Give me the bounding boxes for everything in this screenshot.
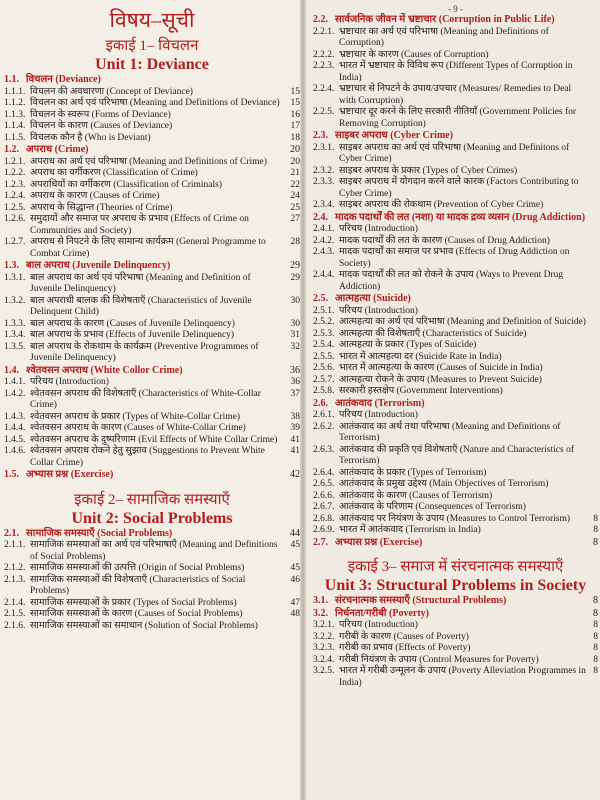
toc-entry-number: 2.5.	[313, 293, 328, 304]
toc-entry-number: 2.6.1.	[313, 410, 335, 420]
toc-entry-title: भारत में भ्रष्टाचार के विविध रूप (Different Types of Corruption in India)	[339, 61, 573, 83]
toc-entry-number: 1.5.	[4, 469, 19, 480]
toc-entry-number: 2.1.1.	[4, 540, 26, 550]
toc-entry-number: 2.2.3.	[313, 61, 335, 71]
toc-section-entry	[313, 398, 598, 411]
toc-entry-title: बाल अपराधी बालक की विशेषताएँ (Characteristics of Juvenile Delinquent Child)	[30, 295, 252, 317]
toc-entry	[4, 540, 300, 563]
unit3-hindi-title: इकाई 3– समाज में संरचनात्मक समस्याएँ	[347, 559, 564, 575]
toc-entry-page: 36	[290, 364, 300, 376]
toc-entry	[313, 166, 598, 178]
toc-entry	[4, 87, 300, 99]
toc-entry-number: 2.2.4.	[313, 84, 335, 94]
toc-entry-title: संरचनात्मक समस्याएँ (Structural Problems)	[335, 595, 507, 606]
toc-entry-page: 48	[290, 609, 300, 619]
toc-entry-number: 1.3.	[4, 260, 19, 271]
toc-section-entry	[4, 144, 300, 157]
toc-section-entry	[313, 608, 598, 621]
toc-entry-page: 47	[290, 597, 300, 608]
toc-entry	[4, 563, 300, 575]
toc-entry-number: 1.1.	[4, 74, 19, 85]
toc-entry	[4, 203, 300, 215]
toc-entry-page: 15	[290, 86, 300, 97]
toc-entry-number: 2.5.1.	[313, 305, 335, 316]
toc-entry-number: 1.3.1.	[4, 272, 26, 283]
toc-entry	[313, 306, 598, 318]
toc-entry	[4, 575, 300, 598]
toc-entry-page: 20	[290, 156, 300, 167]
toc-entry	[313, 468, 598, 480]
toc-entry-title: भ्रष्टाचार का अर्थ एवं परिभाषा (Meaning and Definitions of Corruption)	[339, 26, 549, 48]
toc-entry-page: 39	[290, 423, 300, 433]
toc-entry-title: साइबर अपराध (Cyber Crime)	[335, 130, 454, 141]
toc-section-entry	[313, 130, 598, 143]
toc-section-entry	[4, 528, 300, 541]
toc-entry	[313, 655, 598, 667]
toc-entry-page: 20	[290, 144, 300, 155]
toc-entry-page: 42	[290, 469, 300, 480]
contents-title: विषय–सूची	[109, 8, 195, 32]
toc-entry-page: 46	[290, 574, 300, 585]
toc-entry-page: 28	[290, 237, 300, 247]
toc-entry-page: 15	[290, 98, 300, 108]
toc-entry-number: 2.4.4.	[313, 270, 335, 280]
toc-entry	[4, 168, 300, 180]
toc-entry-number: 2.4.2.	[313, 235, 335, 246]
toc-entry-number: 3.2.1.	[313, 620, 335, 630]
toc-entry-page: 38	[290, 411, 300, 422]
toc-entry	[313, 177, 598, 200]
toc-entry-title: आत्महत्या की विशेषताएँ (Characteristics of Suicide)	[339, 328, 527, 339]
toc-entry-page: 29	[290, 260, 300, 271]
toc-entry-title: बाल अपराध के रोकथाम के कार्यक्रम (Preventive Programmes of Juvenile Delinquency)	[30, 341, 259, 363]
toc-entry-page: 30	[290, 295, 300, 306]
toc-entry-number: 2.7.	[313, 536, 328, 548]
toc-entry-title: विचलन की अवधारणा (Concept of Deviance)	[30, 86, 193, 97]
toc-entry-number: 2.5.5.	[313, 351, 335, 362]
toc-entry-title: आतंकवाद (Terrorism)	[335, 397, 425, 409]
toc-entry-title: आत्महत्या रोकने के उपाय (Measures to Prevent Suicide)	[339, 374, 542, 385]
right-page	[303, 0, 600, 800]
toc-entry-title: साइबर अपराध की रोकथाम (Prevention of Cyber Crime)	[339, 200, 544, 210]
toc-entry	[313, 61, 598, 84]
toc-entry-title: परिचय (Introduction)	[30, 377, 109, 387]
toc-entry-title: साइबर अपराध में योगदान करने वाले कारक (Factors Contributing to Cyber Crime)	[339, 177, 579, 199]
toc-entry-title: आतंकवाद के परिणाम (Consequences of Terrorism)	[339, 502, 526, 512]
toc-entry-number: 1.2.1.	[4, 156, 26, 167]
toc-entry-title: भारत में आत्महत्या दर (Suicide Rate in India)	[339, 351, 502, 362]
toc-entry-number: 3.2.3.	[313, 643, 335, 653]
toc-entry-number: 2.3.1.	[313, 142, 335, 153]
toc-entry	[313, 502, 598, 514]
toc-section-entry	[4, 469, 300, 482]
unit2-english-title: Unit 2: Social Problems	[71, 509, 233, 527]
toc-entry-title: गरीबी के कारण (Causes of Poverty)	[339, 631, 469, 642]
toc-entry-title: अभ्यास प्रश्न (Exercise)	[26, 469, 114, 480]
toc-section-entry	[313, 293, 598, 306]
toc-entry	[313, 620, 598, 632]
toc-entry-number: 1.2.7.	[4, 237, 26, 247]
toc-entry-number: 2.4.	[313, 211, 328, 223]
toc-entry-title: बाल अपराध (Juvenile Delinquency)	[26, 260, 171, 271]
toc-entry-number: 1.4.6.	[4, 446, 26, 456]
toc-entry-title: श्वेतवसन अपराध के प्रकार (Types of White-Collar Crime)	[30, 411, 241, 422]
toc-section-entry	[4, 365, 300, 378]
toc-entry-title: आतंकवाद का अर्थ तथा परिभाषा (Meaning and Definitions of Terrorism)	[339, 421, 561, 443]
toc-entry-title: अपराधियों का वर्गीकरण (Classification of Criminals)	[30, 179, 222, 190]
toc-section-entry	[313, 537, 598, 550]
toc-section-entry	[313, 14, 598, 27]
toc-section-entry	[313, 212, 598, 225]
toc-entry-number: 3.2.5.	[313, 666, 335, 676]
toc-entry-page: 8	[593, 595, 598, 606]
toc-entry	[4, 237, 300, 260]
toc-entry-number: 3.2.	[313, 607, 328, 619]
toc-entry-page: 44	[290, 527, 300, 539]
toc-entry-title: मादक पदार्थों की लत के कारण (Causes of Drug Addiction)	[339, 235, 550, 246]
toc-entry-page: 18	[290, 132, 300, 143]
toc-entry-number: 1.2.5.	[4, 202, 26, 213]
toc-entry-number: 1.1.4.	[4, 121, 26, 131]
toc-entry	[4, 609, 300, 621]
toc-entry	[4, 377, 300, 389]
toc-entry-page: 45	[290, 563, 300, 573]
toc-entry-title: परिचय (Introduction)	[339, 410, 418, 420]
toc-entry	[4, 319, 300, 331]
toc-entry-number: 1.3.3.	[4, 318, 26, 329]
toc-entry-title: परिचय (Introduction)	[339, 305, 418, 316]
toc-entry-title: आत्महत्या के प्रकार (Types of Suicide)	[339, 340, 477, 350]
toc-entry	[313, 50, 598, 62]
toc-entry	[313, 410, 598, 422]
toc-entry	[4, 180, 300, 192]
toc-entry-page: 31	[290, 330, 300, 340]
toc-entry-page: 37	[290, 388, 300, 399]
toc-entry-number: 1.2.3.	[4, 179, 26, 190]
toc-entry-page: 41	[290, 446, 300, 456]
toc-entry	[313, 525, 598, 537]
toc-entry	[4, 157, 300, 169]
toc-entry	[4, 435, 300, 447]
toc-entry-title: गरीबी का प्रभाव (Effects of Poverty)	[339, 643, 471, 653]
toc-entry-title: भारत में आतंकवाद (Terrorism in India)	[339, 525, 481, 535]
toc-entry-title: निर्धनता/गरीबी (Poverty)	[335, 607, 429, 619]
toc-entry-title: श्वेतवसन अपराध की विशेषताएँ (Characteristics of White-Collar Crime)	[30, 388, 261, 410]
toc-entry-number: 2.6.8.	[313, 513, 335, 524]
toc-entry	[4, 389, 300, 412]
toc-entry-title: भारत में गरीबी उन्मूलन के उपाय (Poverty Alleviation Programmes in India)	[339, 666, 586, 688]
toc-entry	[4, 110, 300, 122]
unit2-entry-list	[4, 528, 300, 633]
toc-entry-page: 25	[290, 202, 300, 213]
toc-entry-title: परिचय (Introduction)	[339, 224, 418, 234]
toc-entry-number: 1.3.2.	[4, 295, 26, 306]
toc-entry-title: अपराध का वर्गीकरण (Classification of Crime)	[30, 168, 198, 178]
toc-entry-number: 2.3.	[313, 130, 328, 141]
toc-entry-number: 1.4.2.	[4, 388, 26, 399]
toc-entry	[4, 296, 300, 319]
toc-entry-number: 2.6.5.	[313, 479, 335, 489]
unit2-continued-entry-list	[313, 14, 598, 549]
toc-entry-number: 1.2.2.	[4, 168, 26, 178]
toc-entry-number: 3.2.4.	[313, 654, 335, 665]
toc-entry-number: 2.4.1.	[313, 224, 335, 234]
toc-entry-number: 2.6.2.	[313, 421, 335, 432]
toc-entry-number: 2.4.3.	[313, 247, 335, 257]
toc-entry	[313, 666, 598, 689]
toc-entry	[313, 200, 598, 212]
toc-entry-title: भ्रष्टाचार दूर करने के लिए सरकारी नीतियाँ (Government Policies for Removing Corruption)	[339, 107, 577, 129]
toc-entry-number: 2.1.6.	[4, 620, 26, 631]
toc-entry-title: समुदायों और समाज पर अपराध के प्रभाव (Effects of Crime on Communities and Society)	[30, 214, 249, 236]
toc-entry-title: अपराध के कारण (Causes of Crime)	[30, 191, 160, 201]
toc-entry	[4, 342, 300, 365]
toc-entry-page: 8	[593, 666, 598, 676]
toc-entry	[4, 133, 300, 145]
toc-entry	[4, 191, 300, 203]
toc-entry-number: 3.2.2.	[313, 631, 335, 642]
toc-entry-title: विचलन (Deviance)	[26, 74, 101, 85]
toc-entry-page: 8	[593, 631, 598, 642]
toc-entry-page: 8	[593, 607, 598, 619]
unit3-english-title: Unit 3: Structural Problems in Society	[324, 577, 587, 594]
toc-entry-number: 1.4.4.	[4, 423, 26, 433]
toc-entry-number: 2.6.9.	[313, 525, 335, 535]
toc-entry	[313, 479, 598, 491]
toc-entry	[313, 352, 598, 364]
toc-entry-title: साइबर अपराध के प्रकार (Types of Cyber Crimes)	[339, 165, 518, 176]
toc-entry-number: 2.3.3.	[313, 177, 335, 187]
toc-entry-number: 2.6.	[313, 397, 328, 409]
toc-entry	[313, 143, 598, 166]
right-column	[313, 4, 598, 689]
toc-entry	[313, 224, 598, 236]
toc-entry	[313, 27, 598, 50]
toc-entry-number: 2.5.2.	[313, 317, 335, 327]
toc-section-entry	[4, 74, 300, 87]
toc-entry-number: 1.2.6.	[4, 214, 26, 224]
toc-entry-page: 45	[290, 540, 300, 550]
toc-entry-title: अपराध से निपटने के लिए सामान्य कार्यक्रम (General Programme to Combat Crime)	[30, 237, 266, 259]
toc-entry-number: 1.2.	[4, 144, 19, 155]
toc-entry-title: विचलन के स्वरूप (Forms of Deviance)	[30, 109, 171, 120]
toc-entry	[4, 598, 300, 610]
toc-entry-number: 2.6.4.	[313, 467, 335, 478]
toc-entry	[313, 317, 598, 329]
toc-entry-title: आत्महत्या का अर्थ एवं परिभाषा (Meaning and Definition of Suicide)	[339, 317, 586, 327]
toc-entry-title: श्वेतवसन अपराध रोकने हेतु सुझाव (Suggestions to Prevent White Collar Crime)	[30, 446, 265, 468]
toc-entry-title: बाल अपराध के प्रभाव (Effects of Juvenile Delinquency)	[30, 330, 235, 340]
toc-entry-page: 41	[290, 434, 300, 445]
toc-entry	[313, 445, 598, 468]
toc-entry	[313, 632, 598, 644]
toc-entry-page: 29	[290, 272, 300, 283]
toc-entry-number: 2.2.5.	[313, 107, 335, 117]
toc-entry-title: सामाजिक समस्याओं की विशेषताएँ (Characteristics of Social Problems)	[30, 574, 246, 596]
toc-entry-page: 8	[593, 513, 598, 524]
toc-entry-number: 2.6.6.	[313, 490, 335, 501]
toc-entry-number: 1.1.2.	[4, 98, 26, 108]
toc-entry-number: 1.4.1.	[4, 377, 26, 387]
toc-entry-title: अपराध के सिद्धान्त (Theories of Crime)	[30, 202, 173, 213]
toc-entry-title: सामाजिक समस्याओं के कारण (Causes of Social Problems)	[30, 609, 243, 619]
toc-entry-number: 2.5.6.	[313, 363, 335, 373]
toc-entry-number: 2.2.	[313, 14, 328, 25]
toc-entry-title: भारत में आत्महत्या के कारण (Causes of Suicide in India)	[339, 363, 543, 373]
toc-entry-title: आत्महत्या (Suicide)	[335, 293, 411, 304]
toc-entry-page: 21	[290, 168, 300, 178]
toc-section-entry	[4, 260, 300, 273]
toc-entry-title: अपराध (Crime)	[26, 144, 89, 155]
toc-entry-title: सामाजिक समस्याओं के प्रकार (Types of Social Problems)	[30, 597, 237, 608]
toc-entry-title: विचलन का अर्थ एवं परिभाषा (Meaning and Definitions of Deviance)	[30, 98, 280, 108]
toc-entry-title: सार्वजनिक जीवन में भ्रष्टाचार (Corruption in Public Life)	[335, 14, 555, 25]
toc-entry	[4, 412, 300, 424]
toc-entry-page: 32	[290, 341, 300, 352]
toc-entry-page: 24	[290, 191, 300, 201]
toc-entry-page: 8	[593, 643, 598, 653]
toc-entry	[313, 422, 598, 445]
toc-entry	[313, 329, 598, 341]
toc-entry-page: 36	[290, 377, 300, 387]
toc-entry-number: 2.3.2.	[313, 165, 335, 176]
toc-entry	[4, 330, 300, 342]
unit1-english-title: Unit 1: Deviance	[95, 56, 209, 73]
toc-entry	[4, 98, 300, 110]
toc-entry-number: 1.1.1.	[4, 86, 26, 97]
unit1-hindi-title: इकाई 1– विचलन	[105, 38, 199, 54]
unit3-entry-list	[313, 595, 598, 689]
toc-entry-title: सामाजिक समस्याओं का समाधान (Solution of Social Problems)	[30, 620, 258, 631]
toc-entry	[313, 386, 598, 398]
toc-entry-title: गरीबी नियंत्रण के उपाय (Control Measures for Poverty)	[339, 654, 539, 665]
toc-entry-number: 1.4.	[4, 364, 19, 376]
toc-entry	[4, 446, 300, 469]
toc-entry	[4, 423, 300, 435]
toc-entry-title: आतंकवाद के प्रमुख उद्देश्य (Main Objectives of Terrorism)	[339, 479, 549, 489]
toc-entry	[4, 214, 300, 237]
toc-entry	[313, 107, 598, 130]
toc-entry-title: परिचय (Introduction)	[339, 620, 418, 630]
toc-entry-title: भ्रष्टाचार के कारण (Causes of Corruption)	[339, 49, 489, 60]
unit1-entry-list	[4, 74, 300, 482]
toc-entry-page: 30	[290, 318, 300, 329]
toc-entry-number: 2.5.7.	[313, 374, 335, 385]
toc-entry	[4, 273, 300, 296]
toc-entry-number: 1.3.5.	[4, 341, 26, 352]
toc-entry	[313, 236, 598, 248]
toc-entry	[313, 643, 598, 655]
toc-entry	[313, 84, 598, 107]
toc-entry	[313, 375, 598, 387]
toc-entry-number: 2.1.5.	[4, 609, 26, 619]
toc-entry-number: 2.1.	[4, 527, 19, 539]
toc-entry-title: बाल अपराध के कारण (Causes of Juvenile Delinquency)	[30, 318, 235, 329]
toc-entry-title: आतंकवाद के प्रकार (Types of Terrorism)	[339, 467, 487, 478]
toc-entry-number: 1.2.4.	[4, 191, 26, 201]
toc-entry-title: मादक पदार्थों की लत को रोकने के उपाय (Ways to Prevent Drug Addiction)	[339, 270, 564, 292]
toc-entry-number: 2.1.2.	[4, 563, 26, 573]
toc-entry-title: भ्रष्टाचार से निपटने के उपाय/उपचार (Measures/ Remedies to Deal with Corruption)	[339, 84, 572, 106]
toc-entry-number: 2.3.4.	[313, 200, 335, 210]
toc-entry-title: श्वेतवसन अपराध के कारण (Causes of White-Collar Crime)	[30, 423, 246, 433]
toc-entry-number: 1.1.5.	[4, 132, 26, 143]
toc-entry-number: 2.1.3.	[4, 574, 26, 585]
toc-entry-title: श्वेतवसन अपराध (White Collor Crime)	[26, 364, 183, 376]
toc-entry-title: सामाजिक समस्याओं की उत्पत्ति (Origin of Social Problems)	[30, 563, 245, 573]
toc-entry	[313, 340, 598, 352]
unit2-hindi-title: इकाई 2– सामाजिक समस्याएँ	[74, 491, 230, 508]
toc-entry	[4, 621, 300, 633]
toc-entry-title: आतंकवाद के कारण (Causes of Terrorism)	[339, 490, 493, 501]
toc-entry-number: 1.4.3.	[4, 411, 26, 422]
toc-entry-title: आतंकवाद पर नियंत्रण के उपाय (Measures to Control Terrorism)	[339, 513, 571, 524]
toc-entry-title: मादक पदार्थों की लत (नशा) या मादक द्रव्य व्यसन (Drug Addiction)	[335, 211, 586, 223]
toc-entry	[4, 121, 300, 133]
toc-entry-title: श्वेतवसन अपराध के दुष्परिणाम (Evil Effects of White Collar Crime)	[30, 434, 278, 445]
toc-entry-page: 17	[290, 121, 300, 131]
toc-entry	[313, 491, 598, 503]
toc-entry-title: मादक पदार्थों का समाज पर प्रभाव (Effects of Drug Addiction on Society)	[339, 247, 570, 269]
toc-entry-title: साइबर अपराध का अर्थ एवं परिभाषा (Meaning and Definitons of Cyber Crime)	[339, 142, 570, 164]
toc-entry-number: 1.4.5.	[4, 434, 26, 445]
toc-entry-number: 2.1.4.	[4, 597, 26, 608]
toc-entry-page: 8	[593, 536, 598, 548]
toc-entry-number: 2.2.1.	[313, 26, 335, 37]
toc-entry-title: विचलन के कारण (Causes of Deviance)	[30, 121, 173, 131]
toc-entry-number: 1.1.3.	[4, 109, 26, 120]
toc-entry-number: 3.1.	[313, 595, 328, 606]
toc-entry-page: 8	[593, 654, 598, 665]
toc-entry-title: अभ्यास प्रश्न (Exercise)	[335, 536, 423, 548]
toc-entry-title: विचलक कौन है (Who is Deviant)	[30, 132, 151, 143]
toc-entry-title: अपराध का अर्थ एवं परिभाषा (Meaning and Definitions of Crime)	[30, 156, 267, 167]
toc-entry-number: 2.5.4.	[313, 340, 335, 350]
toc-entry-title: आतंकवाद की प्रकृति एवं विशेषताएँ (Nature and Characteristics of Terrorism)	[339, 444, 574, 466]
toc-entry-page: 16	[290, 109, 300, 120]
toc-entry-number: 2.5.3.	[313, 328, 335, 339]
toc-entry-number: 2.6.7.	[313, 502, 335, 512]
left-column	[4, 8, 300, 632]
toc-entry	[313, 514, 598, 526]
toc-entry-title: सामाजिक समस्याओं का अर्थ एवं परिभाषाएँ (Meaning and Definitions of Social Problems)	[30, 540, 278, 562]
page-number: - 9 -	[448, 4, 463, 14]
toc-entry-page: 22	[290, 179, 300, 190]
toc-entry	[313, 247, 598, 270]
toc-entry-number: 1.3.4.	[4, 330, 26, 340]
toc-entry-title: सामाजिक समस्याएँ (Social Problems)	[26, 527, 173, 539]
toc-entry	[313, 270, 598, 293]
book-gutter	[300, 0, 306, 800]
toc-entry-page: 27	[290, 214, 300, 224]
toc-entry-page: 8	[593, 620, 598, 630]
toc-entry-number: 2.2.2.	[313, 49, 335, 60]
toc-entry-title: सरकारी हस्तक्षेप (Government Interventions)	[339, 386, 503, 396]
toc-entry-page: 8	[593, 525, 598, 535]
toc-entry-title: बाल अपराध का अर्थ एवं परिभाषा (Meaning and Definition of Juvenile Delinquency)	[30, 272, 251, 294]
toc-entry	[313, 363, 598, 375]
toc-entry-number: 2.6.3.	[313, 444, 335, 455]
toc-section-entry	[313, 595, 598, 608]
toc-entry-number: 2.5.8.	[313, 386, 335, 396]
